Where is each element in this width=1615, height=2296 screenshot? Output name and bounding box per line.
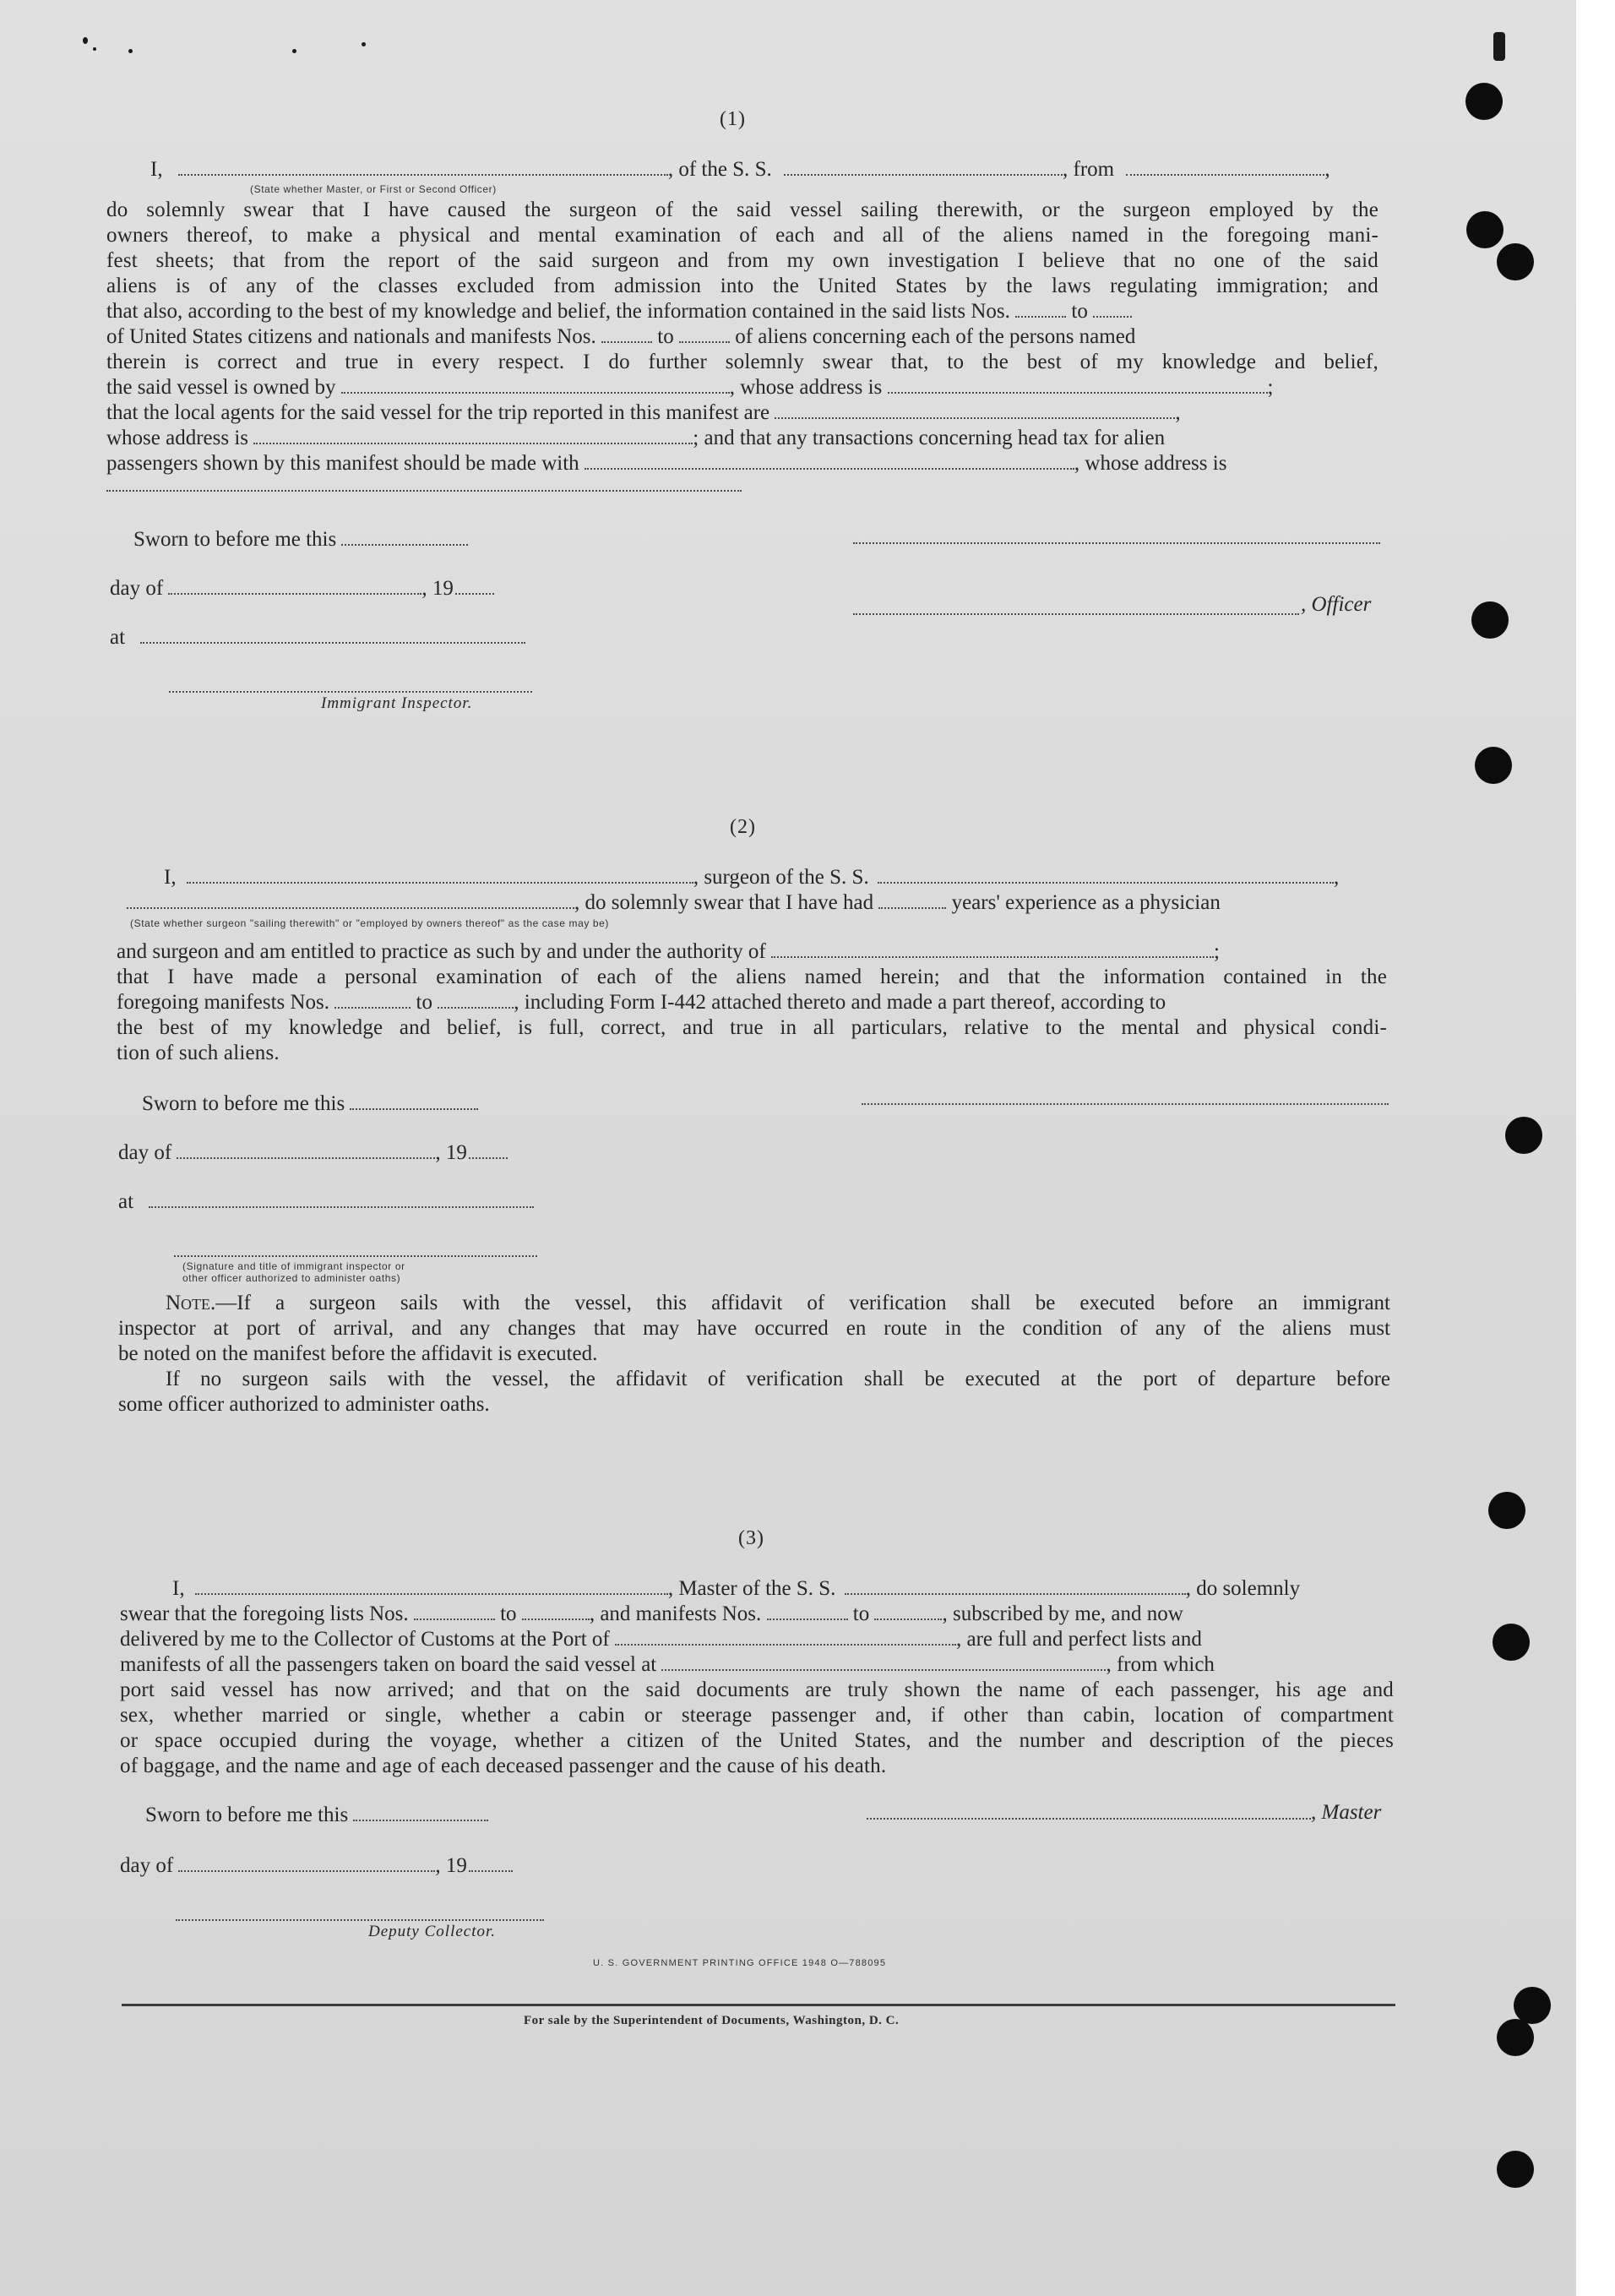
text: , from which <box>1106 1653 1215 1676</box>
text: day of <box>120 1854 174 1877</box>
text: ; and that any transactions concerning head tax for alien <box>693 427 1166 449</box>
day-of-line <box>110 576 494 601</box>
text: , <box>1324 158 1330 181</box>
text: of United States citizens and nationals and manifests Nos. <box>106 325 596 348</box>
manifest-no-to-field[interactable] <box>874 1602 942 1620</box>
sworn-line <box>142 1091 478 1116</box>
manifest-no-from-field[interactable] <box>601 324 652 343</box>
manifest-no-from-field[interactable] <box>334 990 411 1009</box>
section-1-para-line: do solemnly swear that I have caused the surgeon of the said vessel sailing therewith, or the surgeon employed by the <box>106 199 1378 221</box>
inspector-signature-line[interactable] <box>169 691 532 693</box>
deputy-collector-label: Deputy Collector. <box>368 1923 497 1940</box>
punch-hole <box>1466 211 1504 248</box>
section-1-para-line: owners thereof, to make a physical and mental examination of each and all of the aliens named in the foregoing mani- <box>106 224 1378 247</box>
punch-hole <box>1497 2151 1534 2188</box>
section-3-para-line: or space occupied during the voyage, whether a citizen of the United States, and the number and description of the pieces <box>120 1729 1394 1752</box>
signature-title-note: (Signature and title of immigrant inspector or <box>182 1260 405 1272</box>
vessel-name-field[interactable] <box>784 157 1063 176</box>
text: passengers shown by this manifest should be made with <box>106 452 579 475</box>
list-no-to-field[interactable] <box>522 1602 590 1620</box>
text: , and manifests Nos. <box>589 1602 762 1625</box>
text: , Master of the S. S. <box>667 1577 836 1600</box>
years-experience-field[interactable] <box>878 890 946 909</box>
section-2-para-line <box>117 939 1220 964</box>
officer-rank-note: (State whether Master, or First or Second Officer) <box>250 183 497 195</box>
section-1-line-1 <box>150 157 1330 182</box>
sworn-line <box>133 527 468 552</box>
punch-hole <box>1475 747 1512 784</box>
text: to <box>657 325 674 348</box>
speck <box>292 49 296 53</box>
master-name-field[interactable] <box>195 1576 668 1595</box>
text: , 19 <box>435 1141 467 1164</box>
text: manifests of all the passengers taken on board the said vessel at <box>120 1653 657 1676</box>
section-1-heading: (1) <box>720 108 746 130</box>
text: , surgeon of the S. S. <box>693 866 869 889</box>
section-1-para-line: fest sheets; that from the report of the said surgeon and from my own investigation I believe that no one of the said <box>106 249 1378 272</box>
text: the said vessel is owned by <box>106 376 336 399</box>
section-3-para-line <box>120 1602 1183 1626</box>
text: and surgeon and am entitled to practice as such by and under the authority of <box>117 940 766 963</box>
owner-field[interactable] <box>341 375 730 394</box>
text: Sworn to before me this <box>145 1804 349 1826</box>
text: , from <box>1063 158 1115 181</box>
text: , <box>1175 401 1181 424</box>
sworn-day-field[interactable] <box>350 1091 478 1110</box>
section-3-para-line <box>120 1652 1215 1677</box>
list-no-from-field[interactable] <box>414 1602 495 1620</box>
section-3-para-line: port said vessel has now arrived; and that on the said documents are truly shown the name of each passenger, his age and <box>120 1678 1394 1701</box>
text: , 19 <box>421 577 454 600</box>
surgeon-name-field[interactable] <box>187 865 693 884</box>
surgeon-signature-line[interactable] <box>862 1103 1389 1105</box>
section-1-para-line <box>106 299 1132 324</box>
authority-field[interactable] <box>771 939 1214 958</box>
surgeon-type-field[interactable] <box>127 890 574 909</box>
section-2-line-1 <box>164 865 1339 890</box>
text: to <box>1071 300 1088 323</box>
month-field[interactable] <box>178 1853 435 1872</box>
at-place-field[interactable] <box>140 625 525 644</box>
text: , subscribed by me, and now <box>942 1602 1183 1625</box>
note-line: be noted on the manifest before the affidavit is executed. <box>118 1342 598 1365</box>
text: to <box>500 1602 517 1625</box>
section-2-para-line: tion of such aliens. <box>117 1042 280 1064</box>
section-1-para-line <box>106 400 1181 425</box>
text: swear that the foregoing lists Nos. <box>120 1602 409 1625</box>
speck <box>1493 32 1505 61</box>
head-tax-agent-field[interactable] <box>585 451 1074 470</box>
master-vessel-field[interactable] <box>845 1576 1186 1595</box>
month-field[interactable] <box>177 1140 435 1159</box>
text: , whose address is <box>1074 452 1227 475</box>
year-field[interactable] <box>469 1853 513 1872</box>
text: at <box>110 626 126 649</box>
text: day of <box>118 1141 172 1164</box>
text: , whose address is <box>729 376 883 399</box>
year-field[interactable] <box>455 576 494 595</box>
surgeon-vessel-field[interactable] <box>878 865 1334 884</box>
section-1-para-line: aliens is of any of the classes excluded from admission into the United States by the laws regulating immigration; and <box>106 275 1378 297</box>
text: I, <box>164 866 177 889</box>
text: that also, according to the best of my knowledge and belief, the information contained in the said lists Nos. <box>106 300 1010 323</box>
footer-rule <box>122 2004 1395 2006</box>
section-2-para-line: that I have made a personal examination of each of the aliens named herein; and that the information contained in the <box>117 966 1387 988</box>
officer-label: , Officer <box>1301 593 1372 616</box>
text: , <box>1333 866 1340 889</box>
speck <box>128 49 133 53</box>
year-field[interactable] <box>469 1140 508 1159</box>
head-tax-address-field[interactable] <box>106 490 742 492</box>
text: to <box>852 1602 870 1625</box>
punch-hole <box>1471 601 1509 639</box>
section-2-line-2 <box>127 890 1221 915</box>
note-line <box>166 1291 1390 1316</box>
text: , do solemnly <box>1185 1577 1301 1600</box>
manifest-no-from-field[interactable] <box>767 1602 848 1620</box>
text: delivered by me to the Collector of Customs at the Port of <box>120 1628 610 1651</box>
local-agents-field[interactable] <box>775 400 1175 419</box>
day-of-line <box>118 1140 508 1165</box>
section-2-heading: (2) <box>730 816 756 838</box>
text: whose address is <box>106 427 249 449</box>
officer-signature-line-2[interactable] <box>853 613 1299 615</box>
section-3-para-line: of baggage, and the name and age of each deceased passenger and the cause of his death. <box>120 1755 887 1777</box>
boarding-port-field[interactable] <box>661 1652 1106 1671</box>
text: that the local agents for the said vessel for the trip reported in this manifest are <box>106 401 770 424</box>
note-line: inspector at port of arrival, and any changes that may have occurred en route in the condition of any of the aliens must <box>118 1317 1390 1340</box>
text: —If a surgeon sails with the vessel, this affidavit of verification shall be executed before an immigrant <box>215 1292 1390 1314</box>
immigrant-inspector-label: Immigrant Inspector. <box>321 694 473 712</box>
text: , are full and perfect lists and <box>956 1628 1202 1651</box>
text: ; <box>1267 376 1274 399</box>
text: ; <box>1214 940 1220 963</box>
section-3-heading: (3) <box>738 1527 764 1549</box>
punch-hole <box>1497 2019 1534 2056</box>
sworn-day-field[interactable] <box>353 1803 488 1821</box>
section-2-para-line: the best of my knowledge and belief, is full, correct, and true in all particulars, relative to the mental and physical condi- <box>117 1016 1387 1039</box>
section-1-para-line <box>106 426 1165 450</box>
section-1-para-line <box>106 451 1226 476</box>
at-place-field[interactable] <box>149 1189 534 1208</box>
speck <box>83 37 88 44</box>
text: , 19 <box>435 1854 467 1877</box>
inspector-signature-line[interactable] <box>174 1255 537 1257</box>
text: of aliens concerning each of the persons named <box>735 325 1136 348</box>
master-signature-line[interactable] <box>867 1818 1311 1820</box>
list-no-to-field[interactable] <box>1093 299 1132 318</box>
note-line: If no surgeon sails with the vessel, the affidavit of verification shall be executed at the port of departure before <box>166 1368 1390 1390</box>
text: to <box>416 991 432 1014</box>
master-name-field[interactable] <box>178 157 668 176</box>
collector-signature-line[interactable] <box>176 1919 544 1921</box>
manifest-no-to-field[interactable] <box>679 324 730 343</box>
sale-notice: For sale by the Superintendent of Documents, Washington, D. C. <box>524 2014 900 2027</box>
list-no-from-field[interactable] <box>1015 299 1066 318</box>
note-label: Note. <box>166 1292 216 1314</box>
sworn-day-field[interactable] <box>341 527 468 546</box>
text: at <box>118 1190 134 1213</box>
officer-signature-line-1[interactable] <box>853 542 1380 544</box>
punch-hole <box>1514 1987 1551 2024</box>
text: Sworn to before me this <box>133 528 337 551</box>
punch-hole <box>1505 1117 1542 1154</box>
section-1-para-line <box>106 324 1135 349</box>
speck <box>362 42 366 46</box>
port-field[interactable] <box>615 1627 956 1646</box>
text: Sworn to before me this <box>142 1092 345 1115</box>
text: , of the S. S. <box>667 158 772 181</box>
text: I, <box>172 1577 185 1600</box>
day-of-line <box>120 1853 513 1878</box>
text: , do solemnly swear that I have had <box>574 891 874 914</box>
manifest-no-to-field[interactable] <box>438 990 514 1009</box>
at-line <box>118 1189 534 1214</box>
section-1-para-line: therein is correct and true in every respect. I do further solemnly swear that, to the best of my knowledge and belief, <box>106 351 1378 373</box>
sworn-line <box>145 1803 488 1827</box>
text: , including Form I-442 attached thereto and made a part thereof, according to <box>514 991 1166 1014</box>
printer-imprint: U. S. GOVERNMENT PRINTING OFFICE 1948 O—788095 <box>593 1958 887 1968</box>
section-3-line-1 <box>172 1576 1300 1601</box>
month-field[interactable] <box>168 576 421 595</box>
punch-hole <box>1497 243 1534 280</box>
text: I, <box>150 158 163 181</box>
punch-hole <box>1488 1492 1525 1529</box>
owner-address-field[interactable] <box>888 375 1268 394</box>
section-2-para-line <box>117 990 1166 1015</box>
punch-hole <box>1493 1624 1530 1661</box>
at-line <box>110 625 525 650</box>
text: years' experience as a physician <box>951 891 1221 914</box>
section-3-para-line <box>120 1627 1202 1651</box>
from-port-field[interactable] <box>1126 157 1324 176</box>
page-edge <box>1576 0 1615 2296</box>
surgeon-type-note: (State whether surgeon "sailing therewith" or "employed by owners thereof" as the case may be) <box>130 917 610 929</box>
signature-title-note: other officer authorized to administer oaths) <box>182 1272 401 1284</box>
text: day of <box>110 577 164 600</box>
section-1-para-line <box>106 375 1273 400</box>
text: foregoing manifests Nos. <box>117 991 330 1014</box>
note-line: some officer authorized to administer oaths. <box>118 1393 490 1416</box>
master-label: , Master <box>1311 1801 1382 1824</box>
agents-address-field[interactable] <box>253 426 693 444</box>
speck <box>93 47 96 51</box>
punch-hole <box>1465 83 1503 120</box>
section-3-para-line: sex, whether married or single, whether a cabin or steerage passenger and, if other than cabin, location of compartment <box>120 1704 1394 1727</box>
